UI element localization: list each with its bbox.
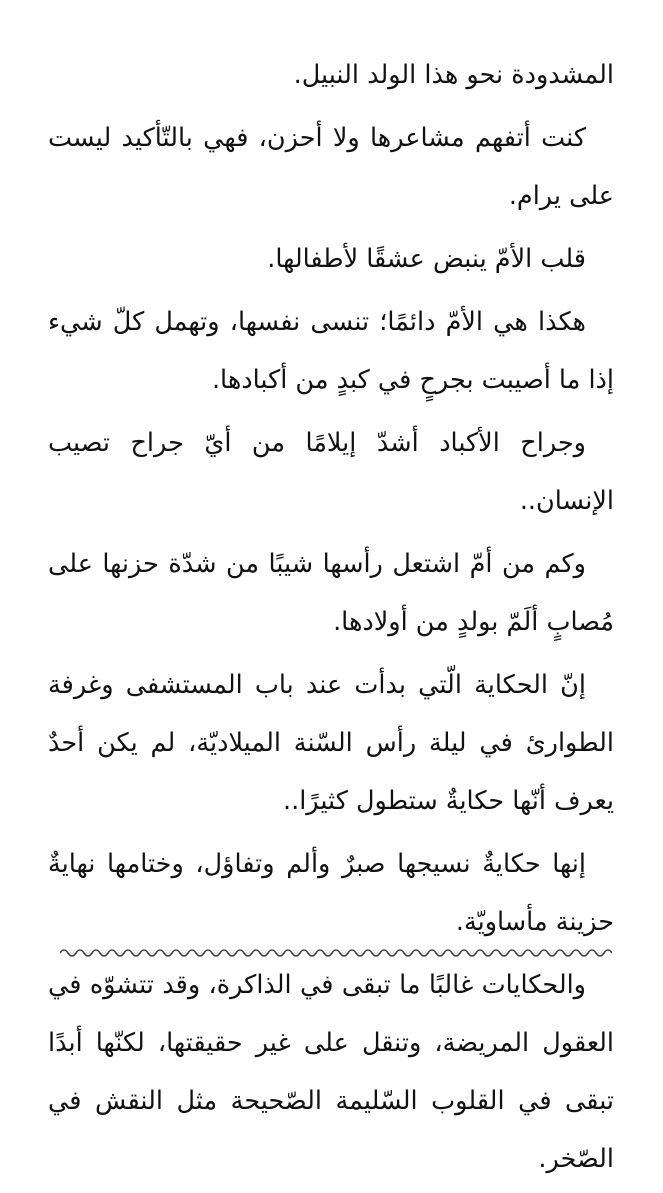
paragraph-6: وكم من أمّ اشتعل رأسها شيبًا من شدّة حزنها على مُصابٍ ألَمّ بولدٍ من أولادها.: [48, 549, 614, 637]
book-page-text: [48, 46, 614, 1193]
wavy-line-path: [60, 950, 612, 956]
paragraph-9: والحكايات غالبًا ما تبقى في الذاكرة، وقد تتشوّه في العقول المريضة، وتنقل على غير حقيقتها، لكنّها أبدًا تبقى في القلوب السّليمة الصّحيحة مثل النقش في الصّخر.: [48, 970, 614, 1174]
paragraph-7: إنّ الحكاية الّتي بدأت عند باب المستشفى وغرفة الطوارئ في ليلة رأس السّنة الميلاديّة، لم يكن أحدٌ يعرف أنّها حكايةٌ ستطول كثيرًا..: [48, 670, 614, 816]
paragraph-3: قلب الأمّ ينبض عشقًا لأطفالها.: [267, 244, 586, 274]
paragraph-1: المشدودة نحو هذا الولد النبيل.: [293, 60, 614, 90]
paragraph-2: كنت أتفهم مشاعرها ولا أحزن، فهي بالتّأكيد ليست على يرام.: [48, 123, 614, 211]
wavy-line-ornament-icon: [60, 946, 612, 960]
paragraph-5: وجراح الأكباد أشدّ إيلامًا من أيّ جراح تصيب الإنسان..: [48, 428, 614, 516]
paragraph-4: هكذا هي الأمّ دائمًا؛ تنسى نفسها، وتهمل كلّ شيء إذا ما أصيبت بجرحٍ في كبدٍ من أكبادها.: [48, 307, 614, 395]
paragraph-8: إنها حكايةٌ نسيجها صبرٌ وألم وتفاؤل، وختامها نهايةٌ حزينة مأساويّة.: [48, 849, 614, 937]
